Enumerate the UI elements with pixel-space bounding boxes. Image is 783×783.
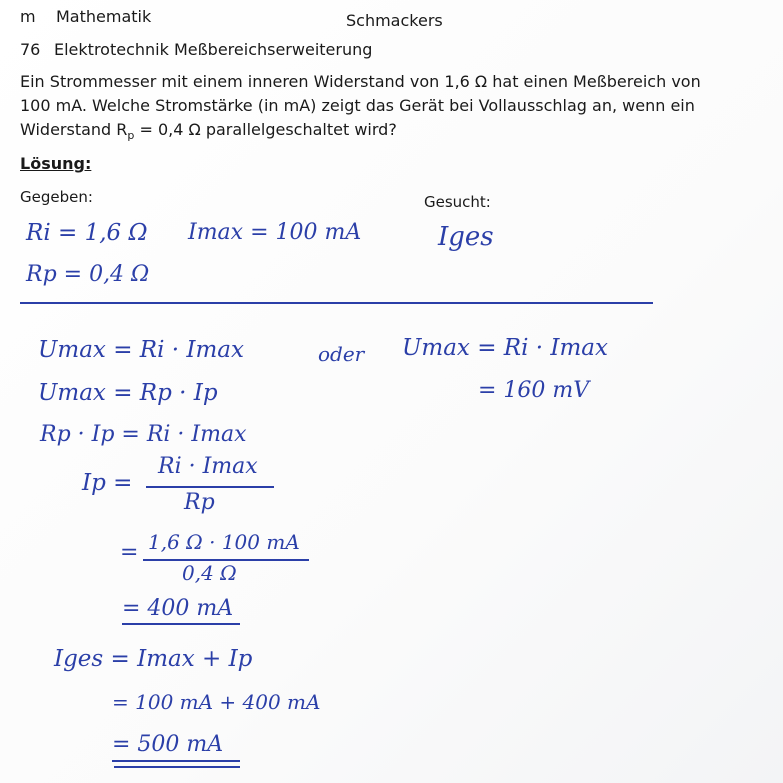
- problem-line-3-end: = 0,4 Ω parallelgeschaltet wird?: [134, 120, 397, 139]
- header-subject: Mathematik: [56, 7, 152, 26]
- header-letter: m: [20, 7, 36, 26]
- calc-oder: oder: [318, 342, 365, 366]
- calc-line-4-lhs: Ip =: [82, 470, 133, 496]
- given-ri: Ri = 1,6 Ω: [26, 220, 148, 246]
- task-number: 76: [20, 40, 41, 59]
- calc-line-5-eq: =: [120, 540, 139, 565]
- calc-line-8: = 100 mA + 400 mA: [112, 690, 321, 714]
- calc-line-2: Umax = Rp · Ip: [38, 380, 218, 406]
- problem-line-1: Ein Strommesser mit einem inneren Widerstand von 1,6 Ω hat einen Meßbereich von: [20, 72, 701, 91]
- calc-line-5-denominator: 0,4 Ω: [182, 561, 237, 585]
- given-label: Gegeben:: [20, 188, 93, 206]
- wanted-label: Gesucht:: [424, 193, 491, 211]
- calc-line-4-denominator: Rp: [184, 490, 215, 515]
- separator-line: [20, 302, 653, 304]
- problem-subscript-p: p: [127, 129, 135, 143]
- fraction-bar-1: [146, 486, 274, 488]
- given-imax: Imax = 100 mA: [188, 220, 362, 245]
- calc-line-1: Umax = Ri · Imax: [38, 337, 244, 363]
- calc-line-5-numerator: 1,6 Ω · 100 mA: [148, 530, 300, 554]
- wanted-iges: Iges: [438, 222, 494, 252]
- task-title: Elektrotechnik Meßbereichserweiterung: [54, 40, 373, 59]
- calc-line-1-right: Umax = Ri · Imax: [402, 335, 608, 361]
- calc-line-3: Rp · Ip = Ri · Imax: [40, 422, 247, 447]
- calc-line-2-right: = 160 mV: [478, 378, 590, 403]
- problem-line-2: 100 mA. Welche Stromstärke (in mA) zeigt das Gerät bei Vollausschlag an, wenn ein: [20, 96, 695, 115]
- result-underline-2b: [114, 766, 240, 768]
- solution-heading: Lösung:: [20, 154, 92, 173]
- header-author: Schmackers: [346, 11, 443, 30]
- calc-line-7: Iges = Imax + Ip: [54, 646, 253, 672]
- calc-line-9-result: = 500 mA: [112, 732, 224, 757]
- problem-line-3-start: Widerstand R: [20, 120, 128, 139]
- given-rp: Rp = 0,4 Ω: [26, 262, 150, 287]
- result-underline-2a: [112, 760, 240, 762]
- calc-line-4-numerator: Ri · Imax: [158, 454, 258, 479]
- result-underline-1: [122, 623, 240, 625]
- problem-line-3: [20, 117, 397, 148]
- calc-line-6: = 400 mA: [122, 596, 234, 621]
